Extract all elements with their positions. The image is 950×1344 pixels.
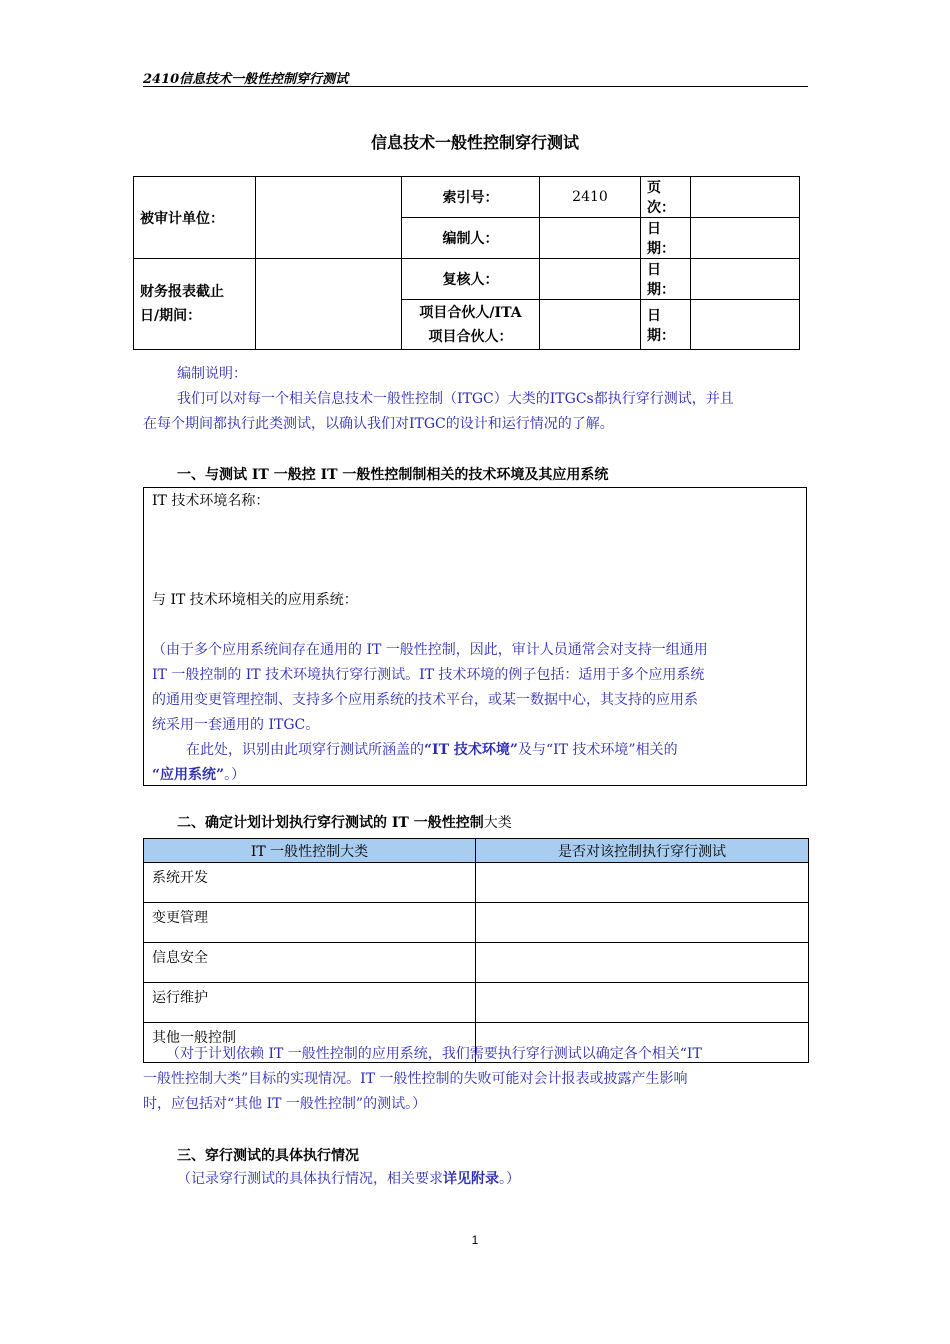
env-guide-last-pre: 在此处，识别由此项穿行测试所涵盖的 bbox=[186, 742, 424, 758]
section-1-title: 一、与测试 IT 一般控 IT 一般性控制制相关的技术环境及其应用系统 bbox=[177, 467, 609, 483]
section-3-title: 三、穿行测试的具体执行情况 bbox=[177, 1148, 359, 1164]
partner-label bbox=[402, 300, 540, 350]
partner-label-line-1: 项目合伙人/ITA bbox=[419, 304, 522, 321]
reviewer-label: 复核人： bbox=[402, 259, 540, 300]
period-label-line-2: 日/期间： bbox=[140, 308, 202, 324]
section-2-note-line-3: 时，应包括对“其他 IT 一般性控制”的测试。） bbox=[143, 1096, 427, 1112]
env-guide-line-4: 统采用一套通用的 ITGC。 bbox=[152, 717, 320, 733]
env-guide-line-2: IT 一般控制的 IT 技术环境执行穿行测试。IT 技术环境的例子包括：适用于多个应用系统 bbox=[152, 667, 705, 683]
info-table bbox=[133, 176, 800, 350]
date-value-cell-3[interactable] bbox=[691, 300, 800, 350]
date-label-3: 日期： bbox=[641, 300, 691, 350]
period-value-cell[interactable] bbox=[256, 259, 402, 350]
section-3-note-end: 。） bbox=[499, 1171, 520, 1187]
section-3-note-appendix: 详见附录 bbox=[443, 1171, 499, 1187]
category-cell: 运行维护 bbox=[144, 983, 476, 1023]
notes-line-2: 在每个期间都执行此类测试，以确认我们对ITGC的设计和运行情况的了解。 bbox=[143, 416, 614, 432]
env-guide-line-6 bbox=[152, 763, 798, 788]
auditee-label: 被审计单位： bbox=[134, 177, 256, 259]
walkthrough-performed-header: 是否对该控制执行穿行测试 bbox=[476, 839, 809, 863]
date-value-cell-1[interactable] bbox=[691, 218, 800, 259]
section-3-note bbox=[177, 1167, 520, 1192]
section-2-title-suffix: 大类 bbox=[483, 815, 512, 831]
env-guide-line-5 bbox=[152, 738, 798, 763]
walkthrough-answer-cell[interactable] bbox=[476, 983, 809, 1023]
env-guide-bold-apps: “应用系统” bbox=[152, 767, 225, 783]
env-guide-bold-it-env: “IT 技术环境” bbox=[424, 742, 518, 758]
page-value-cell[interactable] bbox=[691, 177, 800, 218]
period-label-line-1: 财务报表截止 bbox=[140, 284, 224, 300]
page-label: 页次： bbox=[641, 177, 691, 218]
preparer-label: 编制人： bbox=[402, 218, 540, 259]
partner-label-line-2: 项目合伙人： bbox=[428, 328, 513, 345]
category-cell: 系统开发 bbox=[144, 863, 476, 903]
env-name-label: IT 技术环境名称： bbox=[152, 493, 270, 509]
category-cell: 其他一般控制 bbox=[144, 1023, 476, 1063]
date-value-cell-2[interactable] bbox=[691, 259, 800, 300]
walkthrough-answer-cell[interactable] bbox=[476, 943, 809, 983]
table-row bbox=[144, 943, 809, 983]
page-number: 1 bbox=[471, 1233, 479, 1247]
period-label bbox=[134, 259, 256, 350]
env-guide-line-3: 的通用变更管理控制、支持多个应用系统的技术平台，或某一数据中心，其支持的应用系 bbox=[152, 692, 698, 708]
control-category-header: IT 一般性控制大类 bbox=[144, 839, 476, 863]
notes-line-1: 我们可以对每一个相关信息技术一般性控制（ITGC）大类的ITGCs都执行穿行测试，并且 bbox=[177, 391, 734, 407]
walkthrough-answer-cell[interactable] bbox=[476, 903, 809, 943]
section-2-note-line-1: （对于计划依赖 IT 一般性控制的应用系统，我们需要执行穿行测试以确定各个相关“IT bbox=[166, 1046, 702, 1062]
index-label: 索引号： bbox=[402, 177, 540, 218]
env-guide-line-1: （由于多个应用系统间存在通用的 IT 一般性控制，因此，审计人员通常会对支持一组通用 bbox=[152, 642, 708, 658]
reviewer-value-cell[interactable] bbox=[540, 259, 641, 300]
date-label-2: 日期： bbox=[641, 259, 691, 300]
section-2-note-line-2: 一般性控制大类”目标的实现情况。IT 一般性控制的失败可能对会计报表或披露产生影响 bbox=[143, 1071, 688, 1087]
table-row bbox=[144, 903, 809, 943]
header-rule bbox=[143, 86, 808, 87]
preparer-value-cell[interactable] bbox=[540, 218, 641, 259]
env-guide-last-mid: 及与“IT 技术环境”相关的 bbox=[517, 742, 678, 758]
section-2-title bbox=[177, 811, 512, 836]
table-row bbox=[144, 983, 809, 1023]
document-title: 信息技术一般性控制穿行测试 bbox=[370, 133, 579, 152]
apps-label: 与 IT 技术环境相关的应用系统： bbox=[152, 592, 358, 608]
category-cell: 变更管理 bbox=[144, 903, 476, 943]
walkthrough-answer-cell[interactable] bbox=[476, 863, 809, 903]
section-3-note-pre: （记录穿行测试的具体执行情况，相关要求 bbox=[177, 1171, 443, 1187]
notes-heading: 编制说明： bbox=[177, 366, 247, 382]
index-value: 2410 bbox=[540, 177, 641, 218]
partner-value-cell[interactable] bbox=[540, 300, 641, 350]
env-guide-last-end: 。） bbox=[224, 767, 246, 783]
control-category-table bbox=[143, 838, 809, 1063]
table-row bbox=[144, 863, 809, 903]
running-header: 2410信息技术一般性控制穿行测试 bbox=[143, 72, 349, 87]
category-cell: 信息安全 bbox=[144, 943, 476, 983]
date-label-1: 日期： bbox=[641, 218, 691, 259]
auditee-value-cell[interactable] bbox=[256, 177, 402, 259]
section-2-title-bold: 二、确定计划计划执行穿行测试的 IT 一般性控制 bbox=[177, 815, 484, 831]
section-1-box bbox=[143, 487, 807, 786]
